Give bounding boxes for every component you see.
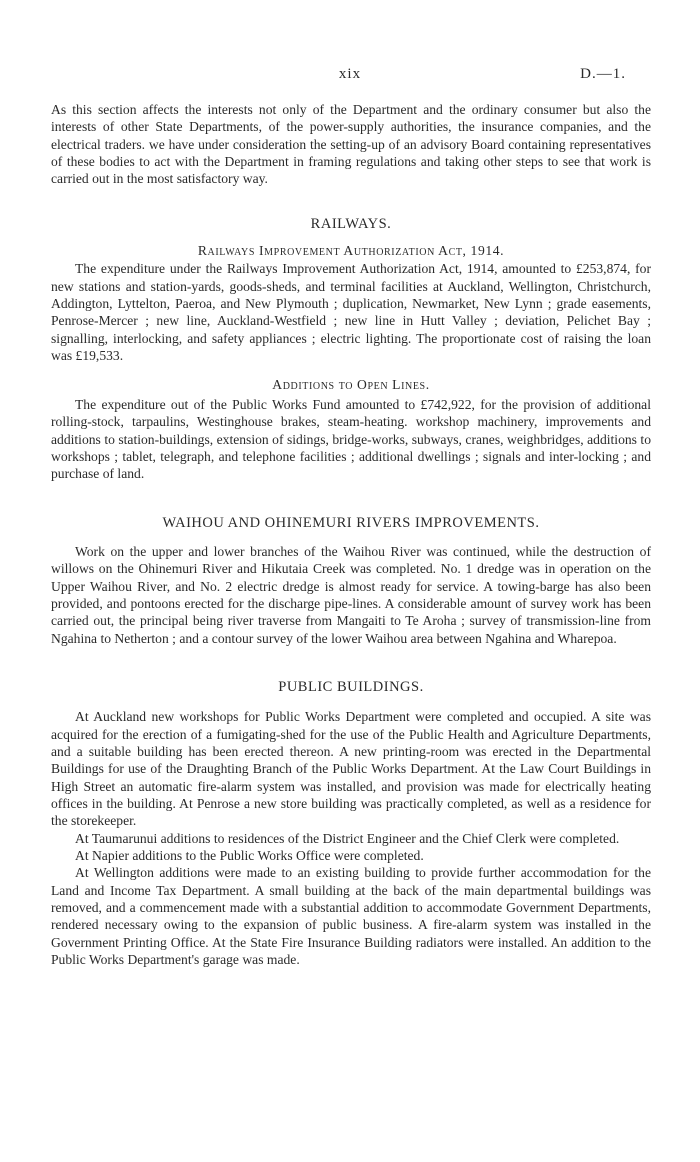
public-buildings-paragraph-wellington: At Wellington additions were made to an existing building to provide further accommodation for the Land and Income Tax Department. A small building at the back of the main departmental buildings was removed, and a commencement made with a substantial addition to accommodate Government Departments, rendered necessary owing to the expansion of public business. A fire-alarm system was installed in the Government Printing Office. At the State Fire Insurance Building radiators were installed. An addition to the Public Works Department's garage was made. xyxy=(51,865,651,968)
additions-open-lines-paragraph: The expenditure out of the Public Works Fund amounted to £742,922, for the provision of additional rolling-stock, tarpaulins, Westinghouse brakes, steam-heating. workshop machinery, improvements and additions to station-buildings, extension of sidings, bridge-works, subways, cranes, weighbridges, additions to workshops ; tablet, telegraph, and telephone facilities ; additional dwellings ; signals and inter-locking ; and purchase of land. xyxy=(51,396,651,482)
public-buildings-heading: PUBLIC BUILDINGS. xyxy=(278,678,424,695)
waihou-paragraph: Work on the upper and lower branches of the Waihou River was continued, while the destruction of willows on the Ohinemuri River and Hikutaia Creek was completed. No. 1 dredge was in operation on the Upper Waihou River, and No. 2 electric dredge is almost ready for service. A towing-barge has also been provided, and pontoons erected for the discharge pipe-lines. A considerable amount of survey work has been carried out, the principal being river traverse from Mangaiti to Te Aroha ; survey of transmission-line from Ngahina to Netherton ; and a contour survey of the lower Waihou area between Ngahina and Wharepoa. xyxy=(51,543,651,646)
page-number: xix xyxy=(338,66,362,82)
railways-improvement-paragraph: The expenditure under the Railways Improvement Authorization Act, 1914, amounted to £253,874, for new stations and station-yards, goods-sheds, and terminal facilities at Auckland, Wellington, Christchurch, Addington, Lyttelton, Paeroa, and New Plymouth ; duplication, Newmarket, New Lynn ; grade easements, Penrose-Mercer ; new line, Auckland-Westfield ; new line in Hutt Valley ; deviation, Pelichet Bay ; signalling, interlocking, and safety appliances ; electric lighting. The proportionate cost of raising the loan was £19,533. xyxy=(51,261,651,364)
public-buildings-paragraph-taumarunui: At Taumarunui additions to residences of the District Engineer and the Chief Clerk were completed. xyxy=(75,830,620,846)
page-body xyxy=(51,101,651,968)
public-buildings-paragraph-napier: At Napier additions to the Public Works Office were completed. xyxy=(75,848,424,864)
page-header xyxy=(0,66,700,86)
waihou-heading: WAIHOU AND OHINEMURI RIVERS IMPROVEMENTS. xyxy=(162,514,540,531)
railways-heading: RAILWAYS. xyxy=(310,215,392,232)
intro-paragraph: As this section affects the interests not only of the Department and the ordinary consumer but also the interests of other State Departments, of the power-supply authorities, the insurance companies, and the electrical traders. we have under consideration the setting-up of an advisory Board containing representatives of these bodies to act with the Department in framing regulations and taking other steps to see that work is carried out in the most satisfactory way. xyxy=(51,102,651,187)
public-buildings-paragraph-auckland: At Auckland new workshops for Public Works Department were completed and occupied. A site was acquired for the erection of a fumigating-shed for the use of the Public Health and Agriculture Departments, and a suitable building has been erected thereon. A new printing-room was erected in the Departmental Buildings for use of the Draughting Branch of the Public Works Department. At the Law Court Buildings in High Street an automatic fire-alarm system was installed, and provision was made for electrically heating offices in the building. At Penrose a new store building was practically completed, as well as a residence for the storekeeper. xyxy=(51,709,651,829)
document-reference: D.—1. xyxy=(580,66,626,82)
railways-improvement-subheading: Railways Improvement Authorization Act, 1914. xyxy=(197,243,505,259)
additions-open-lines-subheading: Additions to Open Lines. xyxy=(272,377,430,393)
